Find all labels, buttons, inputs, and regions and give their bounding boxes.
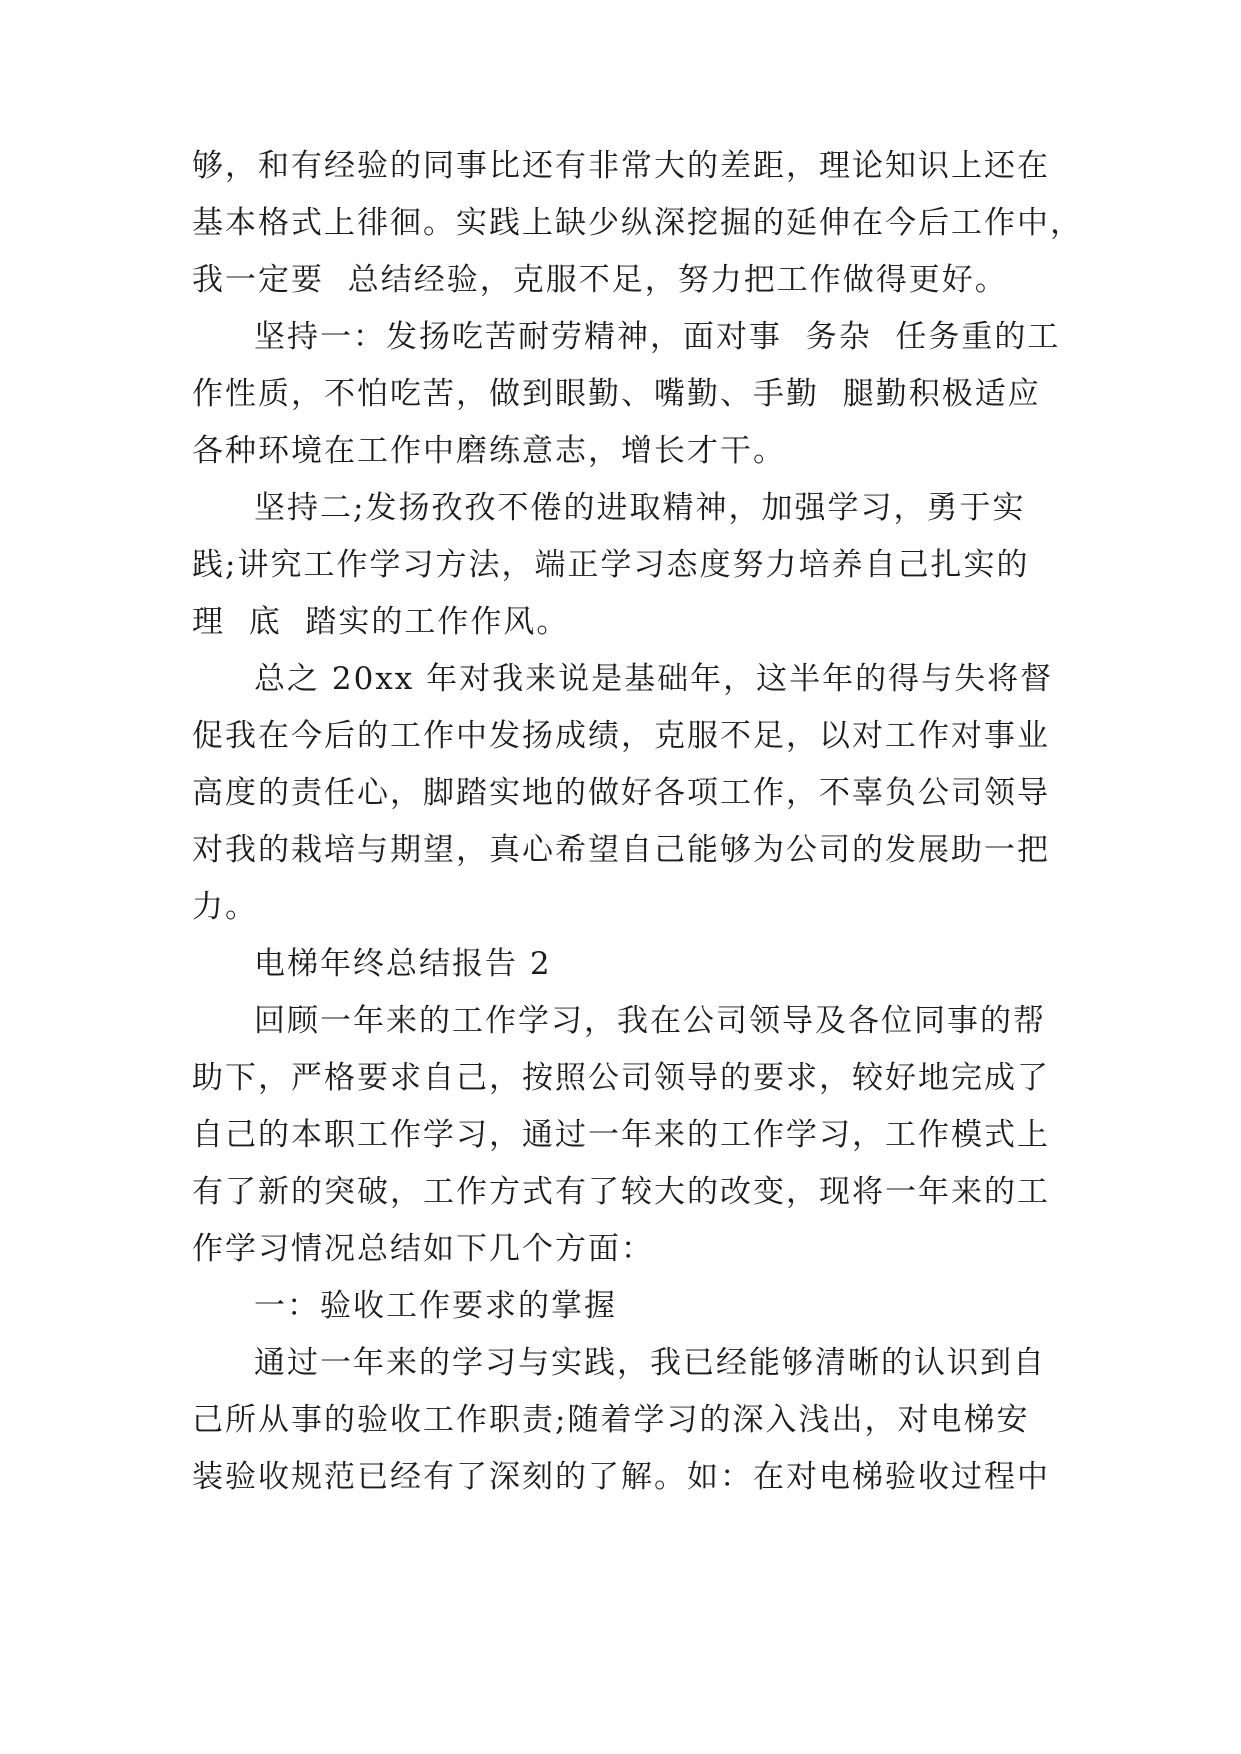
body-text-line: 我一定要 总结经验，克服不足，努力把工作做得更好。 <box>192 262 1008 298</box>
paragraph-first-line: 总之 20xx 年对我来说是基础年，这半年的得与失将督 <box>254 661 1054 697</box>
body-text-line: 理 底 踏实的工作作风。 <box>192 604 570 640</box>
paragraph-first-line: 回顾一年来的工作学习，我在公司领导及各位同事的帮 <box>254 1003 1046 1039</box>
paragraph-first-line: 坚持二;发扬孜孜不倦的进取精神，加强学习，勇于实 <box>254 490 1026 526</box>
body-text-line: 助下，严格要求自己，按照公司领导的要求，较好地完成了 <box>192 1060 1050 1096</box>
body-text-line: 践;讲究工作学习方法，端正学习态度努力培养自己扎实的 <box>192 547 1030 583</box>
subsection-heading: 一：验收工作要求的掌握 <box>254 1288 617 1324</box>
body-text-line: 够，和有经验的同事比还有非常大的差距，理论知识上还在 <box>192 148 1050 184</box>
body-text-line: 装验收规范已经有了深刻的了解。如：在对电梯验收过程中 <box>192 1459 1050 1495</box>
paragraph-first-line: 坚持一：发扬吃苦耐劳精神，面对事 务杂 任务重的工 <box>254 319 1061 355</box>
body-text-line: 自己的本职工作学习，通过一年来的工作学习，工作模式上 <box>192 1117 1050 1153</box>
body-text-line: 对我的栽培与期望，真心希望自己能够为公司的发展助一把 <box>192 832 1050 868</box>
body-text-line: 基本格式上徘徊。实践上缺少纵深挖掘的延伸在今后工作中， <box>192 205 1083 241</box>
body-text-line: 各种环境在工作中磨练意志，增长才干。 <box>192 433 786 469</box>
body-text-line: 促我在今后的工作中发扬成绩，克服不足，以对工作对事业 <box>192 718 1050 754</box>
body-text-line: 力。 <box>192 889 258 925</box>
body-text-line: 己所从事的验收工作职责;随着学习的深入浅出，对电梯安 <box>192 1402 1030 1438</box>
body-text-line: 高度的责任心，脚踏实地的做好各项工作，不辜负公司领导 <box>192 775 1050 811</box>
paragraph-first-line: 通过一年来的学习与实践，我已经能够清晰的认识到自 <box>254 1345 1046 1381</box>
section-heading: 电梯年终总结报告 2 <box>254 946 552 982</box>
body-text-line: 作性质，不怕吃苦，做到眼勤、嘴勤、手勤 腿勤积极适应 <box>192 376 1041 412</box>
body-text-line: 有了新的突破，工作方式有了较大的改变，现将一年来的工 <box>192 1174 1050 1210</box>
body-text-line: 作学习情况总结如下几个方面： <box>192 1231 654 1267</box>
